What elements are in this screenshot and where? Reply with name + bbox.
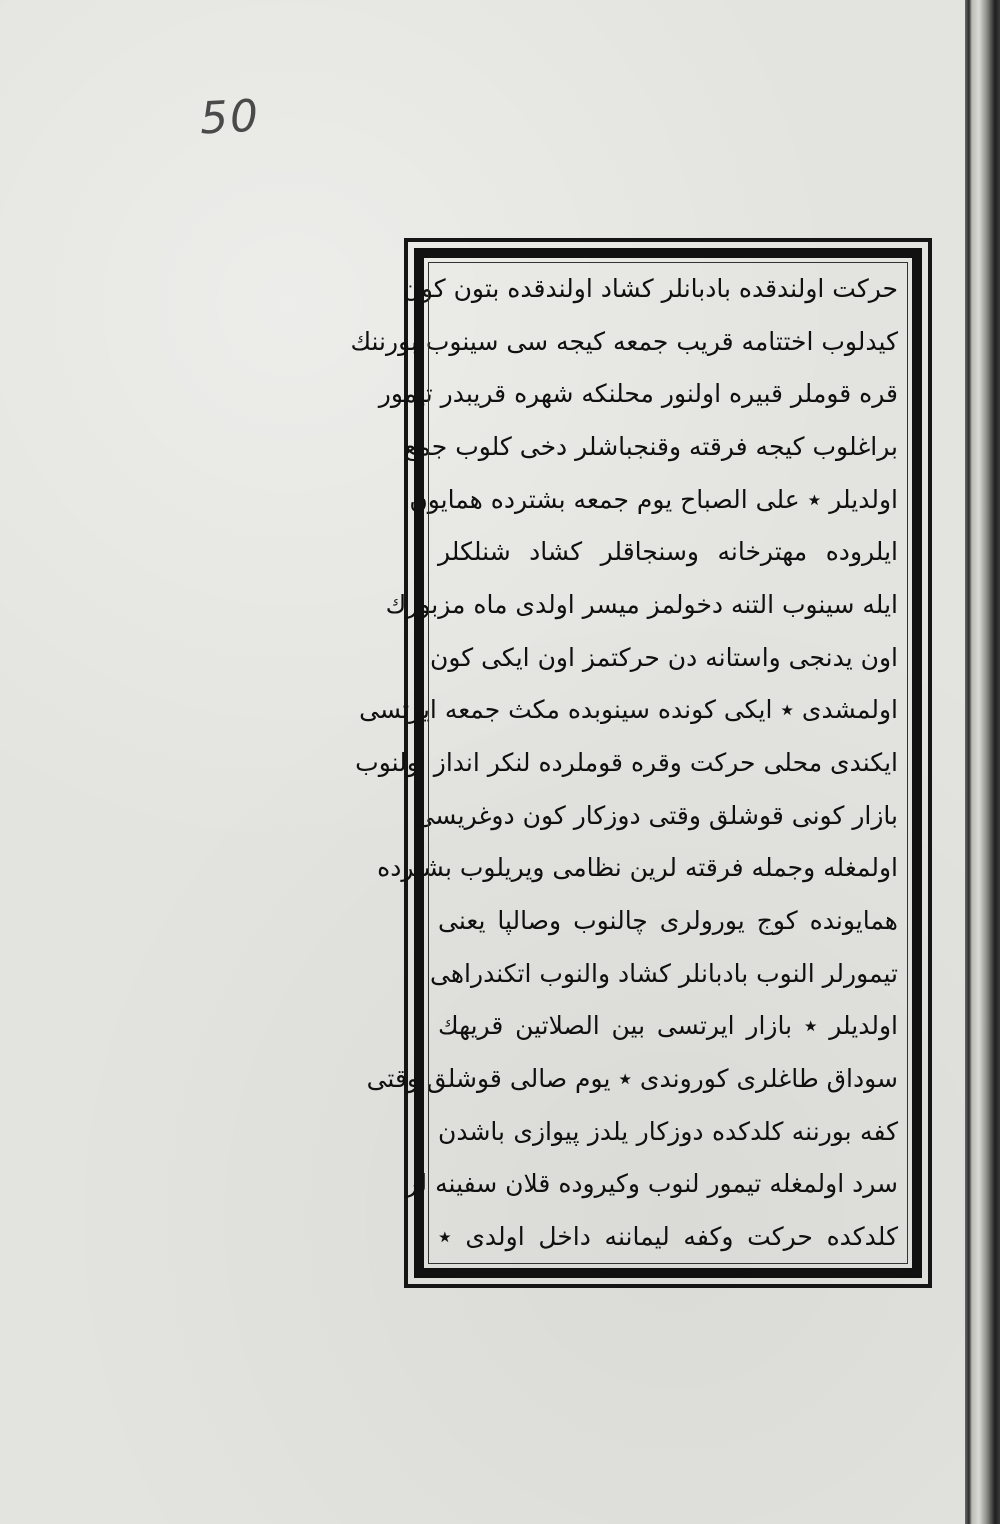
text-line: بازار كونى قوشلق وقتى دوزكار كون دوغريسى [414, 800, 898, 830]
text-line: ايلروده مهترخانه وسنجاقلر كشاد شنلكلر [438, 537, 898, 567]
text-line: براغلوب كيجه فرقته وقنجباشلر دخى كلوب جمع [404, 431, 898, 461]
book-spine-edge [965, 0, 1000, 1524]
text-line: كفه بورننه كلدكده دوزكار يلدز پيوازى باشدن [438, 1116, 898, 1146]
text-line: ايله سينوب التنه دخولمز ميسر اولدى ماه مزبورك [385, 589, 898, 619]
text-line: سوداق طاغلرى كوروندى ٭ يوم صالى قوشلق وقتى [366, 1063, 898, 1093]
text-line: اولمشدى ٭ ايكى كونده سينوبده مكث جمعه ايرتسى [359, 695, 898, 725]
text-line: سرد اولمغله تيمور لنوب وكيروده قلان سفينه لر [405, 1169, 898, 1199]
folio-number: 50 [198, 90, 262, 145]
text-frame-outer [350, 238, 932, 1288]
text-line: اولديلر ٭ على الصباح يوم جمعه بشترده همايون [409, 484, 898, 514]
text-line: حركت اولندقده بادبانلر كشاد اولندقده بتون كون [402, 274, 898, 303]
text-line: قره قوملر قبيره اولنور محلنكه شهره قريبدر تيمور [378, 379, 898, 409]
text-line: اولديلر ٭ بازار ايرتسى بين الصلاتين قريهك [438, 1011, 898, 1041]
text-line: كيدلوب اختتامه قريب جمعه كيجه سى سينوب بورننك [350, 326, 898, 356]
text-line: ايكندى محلى حركت وقره قوملرده لنكر انداز اولنوب [355, 747, 898, 777]
text-line: تيمورلر النوب بادبانلر كشاد والنوب اتكندراهى [430, 958, 898, 988]
text-line: همايونده كوج يورولرى چالنوب وصالپا يعنى [438, 905, 898, 935]
text-line: كلدكده حركت وكفه ليماننه داخل اولدى ٭ [438, 1221, 898, 1251]
text-frame-inner [350, 248, 922, 1278]
text-line: اولمغله وجمله فرقته لرين نظامى ويريلوب بشترده [377, 853, 898, 883]
text-block [350, 272, 898, 1254]
text-line: اون يدنجى واستانه دن حركتمز اون ايكى كون [429, 642, 898, 672]
